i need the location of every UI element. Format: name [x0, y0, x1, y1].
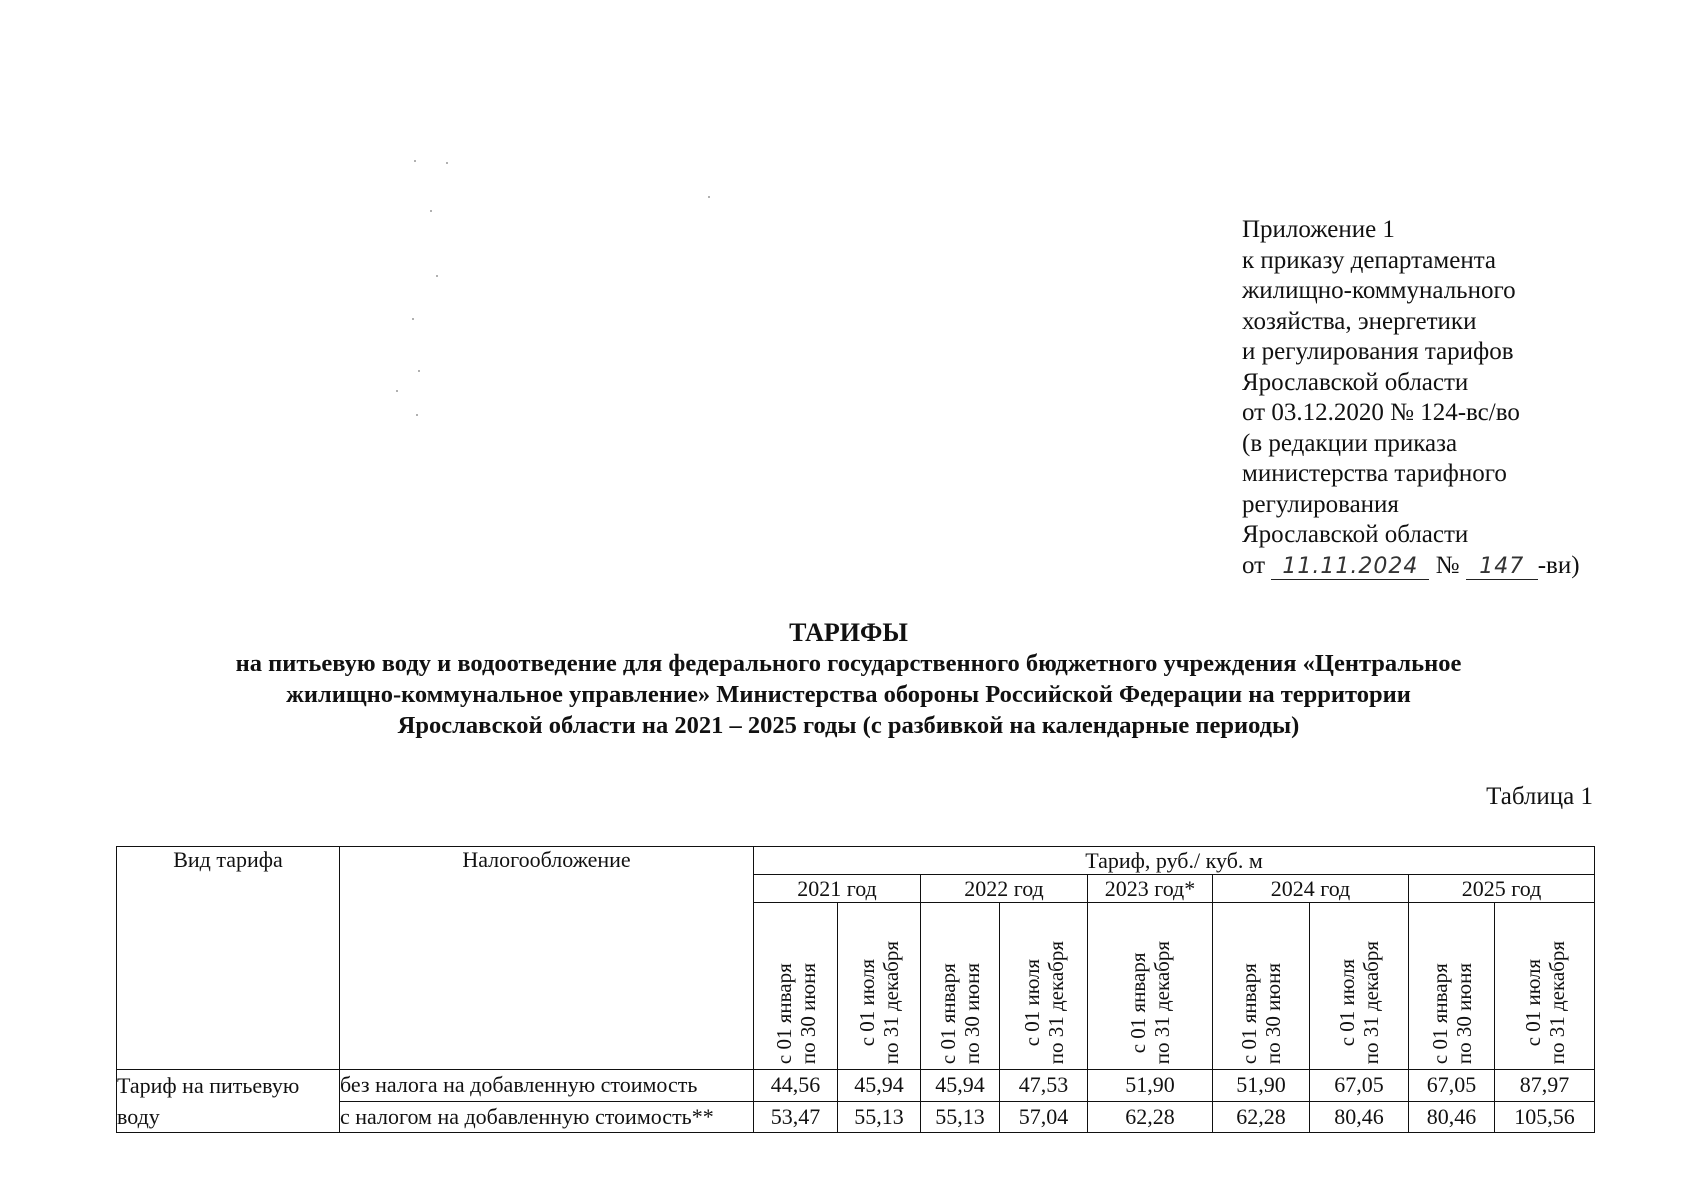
header-period	[838, 903, 921, 1070]
annex-line: от 03.12.2020 № 124-вс/во	[1242, 399, 1520, 426]
annex-line: хозяйства, энергетики	[1242, 307, 1477, 335]
annex-line: Ярославской области	[1242, 521, 1469, 548]
title-main: ТАРИФЫ	[789, 618, 908, 647]
period-label: с 01 июля по 31 декабря	[1019, 940, 1068, 1064]
scan-speck	[414, 160, 416, 162]
period-label: с 01 января по 30 июня	[1237, 962, 1285, 1064]
scan-speck	[436, 275, 438, 277]
annex-last-line	[1242, 551, 1580, 582]
value-cell: 44,56	[754, 1070, 838, 1102]
period-label: с 01 января по 30 июня	[1427, 962, 1476, 1064]
period-label: с 01 июля по 31 декабря	[1520, 940, 1569, 1064]
scan-speck	[396, 390, 398, 392]
header-tax: Налогообложение	[340, 847, 754, 1070]
annex-line: к приказу департамента	[1242, 246, 1497, 274]
header-year: 2025 год	[1409, 875, 1595, 903]
value-cell: 45,94	[921, 1070, 1000, 1102]
value-cell: 47,53	[1000, 1070, 1088, 1102]
header-period	[1088, 903, 1213, 1070]
header-period	[1495, 903, 1595, 1070]
header-period	[1000, 903, 1088, 1070]
header-year: 2022 год	[921, 875, 1088, 903]
value-cell: 57,04	[1000, 1101, 1088, 1133]
scan-speck	[446, 162, 448, 164]
title-line: жилищно-коммунальное управление» Министерства обороны Российской Федерации на территории	[286, 681, 1411, 708]
annex-line: министерства тарифного	[1242, 460, 1507, 487]
header-tariff: Тариф, руб./ куб. м	[754, 847, 1595, 875]
handwritten-date: 11.11.2024	[1271, 555, 1429, 580]
document-title	[100, 617, 1597, 741]
header-year: 2024 год	[1213, 875, 1409, 903]
header-type: Вид тарифа	[117, 847, 340, 1070]
value-cell: 55,13	[838, 1101, 921, 1133]
title-line: Ярославской области на 2021 – 2025 годы (с разбивкой на календарные периоды)	[397, 712, 1300, 739]
annex-suffix: -ви)	[1537, 551, 1580, 579]
value-cell: 51,90	[1088, 1070, 1213, 1102]
annex-line: (в редакции приказа	[1242, 429, 1458, 457]
handwritten-number: 147	[1466, 555, 1538, 580]
annex-line: жилищно-коммунального	[1242, 277, 1516, 304]
value-cell: 51,90	[1213, 1070, 1310, 1102]
row-type-label: Тариф на питьевую воду	[117, 1070, 340, 1133]
annex-last-prefix: от	[1242, 551, 1272, 579]
tariff-table	[116, 846, 1595, 1133]
header-period	[754, 903, 838, 1070]
value-cell: 80,46	[1310, 1101, 1409, 1133]
header-year: 2023 год*	[1088, 875, 1213, 903]
tax-cell: с налогом на добавленную стоимость**	[340, 1101, 754, 1133]
period-label: с 01 июля по 31 декабря	[855, 940, 903, 1064]
table-caption: Таблица 1	[1486, 783, 1593, 810]
scan-speck	[418, 370, 420, 372]
value-cell: 55,13	[921, 1101, 1000, 1133]
scan-speck	[430, 210, 432, 212]
annex-block	[1242, 215, 1580, 581]
value-cell: 62,28	[1088, 1101, 1213, 1133]
annex-line: Приложение 1	[1242, 216, 1395, 243]
period-label: с 01 января по 30 июня	[936, 962, 984, 1064]
value-cell: 80,46	[1409, 1101, 1495, 1133]
header-period	[1213, 903, 1310, 1070]
header-year: 2021 год	[754, 875, 921, 903]
header-period	[921, 903, 1000, 1070]
annex-number-sign: №	[1429, 551, 1466, 579]
table-row	[117, 1070, 1595, 1102]
period-label: с 01 января по 31 декабря	[1126, 940, 1174, 1064]
value-cell: 45,94	[838, 1070, 921, 1102]
header-period	[1409, 903, 1495, 1070]
scan-speck	[412, 318, 414, 320]
header-period	[1310, 903, 1409, 1070]
annex-line: Ярославской области	[1242, 368, 1469, 396]
scan-speck	[416, 414, 418, 416]
value-cell: 67,05	[1310, 1070, 1409, 1102]
period-label: с 01 июля по 31 декабря	[1335, 940, 1383, 1064]
title-line: на питьевую воду и водоотведение для федерального государственного бюджетного учреждения «Центральное	[235, 650, 1462, 677]
period-label: с 01 января по 30 июня	[771, 962, 820, 1064]
annex-line: и регулирования тарифов	[1242, 338, 1514, 365]
value-cell: 67,05	[1409, 1070, 1495, 1102]
value-cell: 87,97	[1495, 1070, 1595, 1102]
value-cell: 53,47	[754, 1101, 838, 1133]
value-cell: 105,56	[1495, 1101, 1595, 1133]
tax-cell: без налога на добавленную стоимость	[340, 1070, 754, 1102]
scan-speck	[708, 196, 710, 198]
value-cell: 62,28	[1213, 1101, 1310, 1133]
annex-line: регулирования	[1242, 490, 1399, 518]
